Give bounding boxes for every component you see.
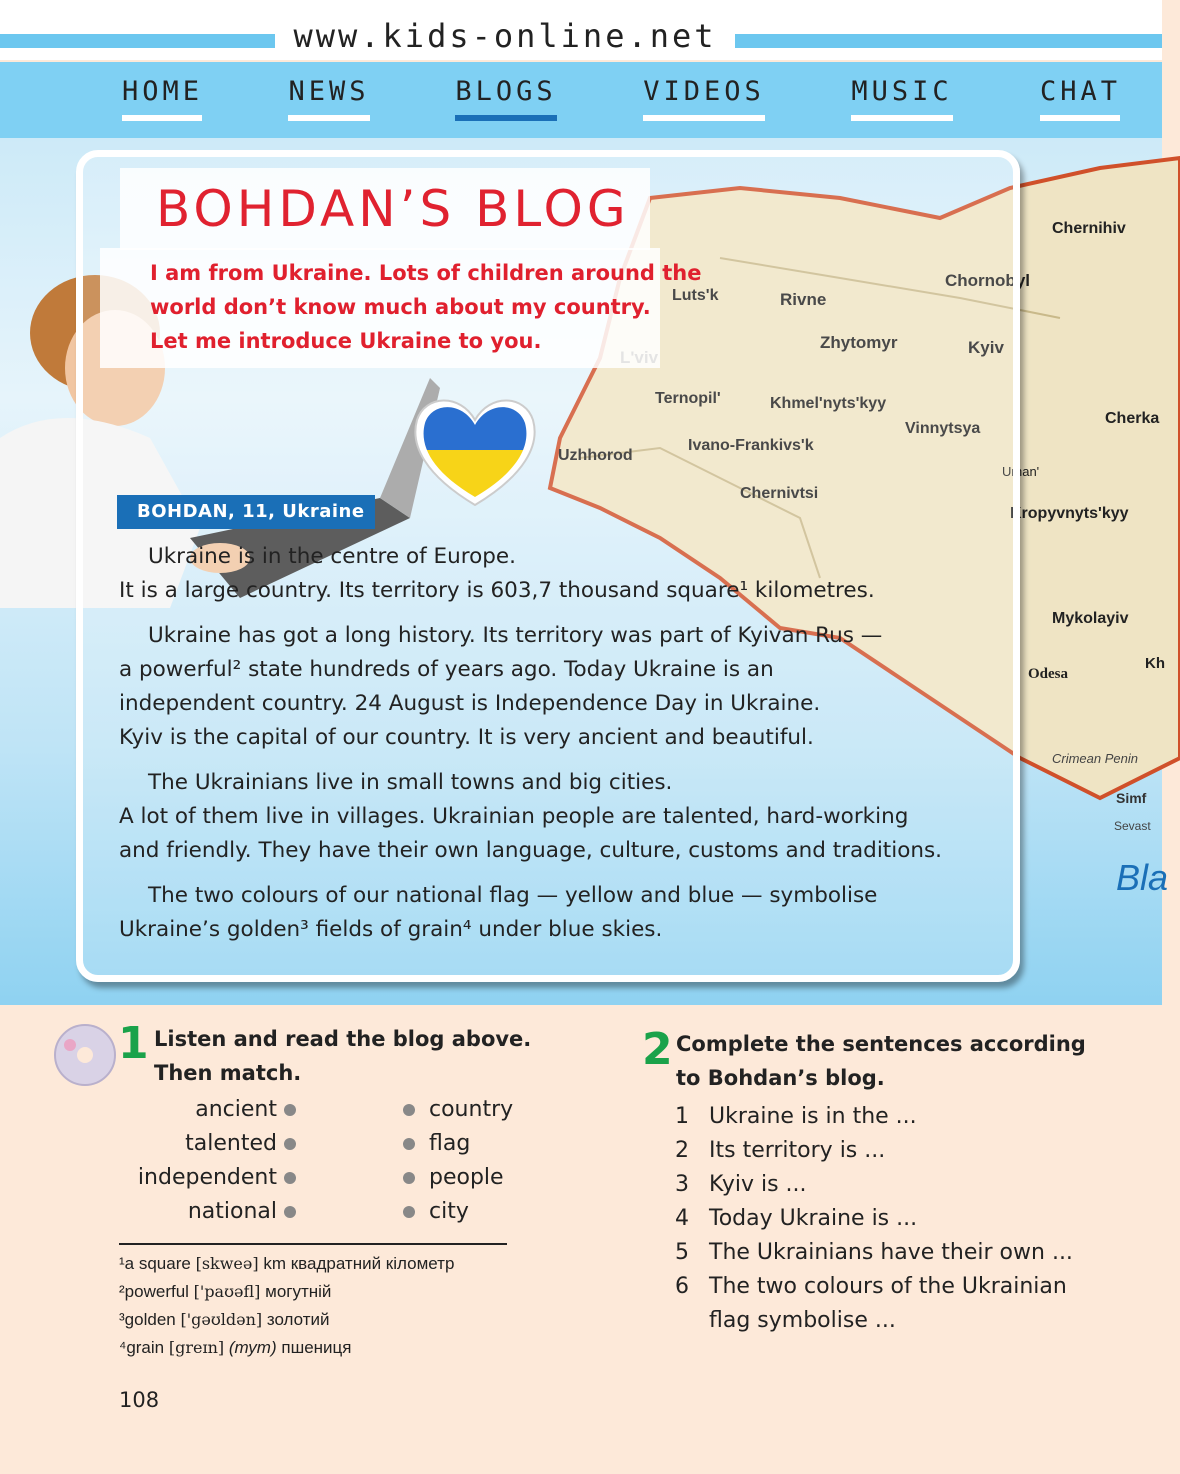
- map-label: Odesa: [1028, 666, 1069, 682]
- map-label: Uman': [1002, 464, 1040, 479]
- match-dot[interactable]: [284, 1138, 296, 1150]
- footnote-divider: [119, 1243, 507, 1245]
- footnote-mark: ¹: [119, 1254, 125, 1273]
- intro-line: I am from Ukraine. Lots of children around the: [150, 261, 702, 285]
- page-number: 108: [119, 1388, 160, 1412]
- footnote-word: a square: [124, 1254, 191, 1273]
- list-item: [675, 1168, 1073, 1202]
- footnote-mark: ²: [119, 1282, 125, 1301]
- match-left-item[interactable]: [96, 1127, 296, 1161]
- match-word: ancient: [195, 1097, 277, 1122]
- footnote-mark: ⁴: [119, 1338, 127, 1357]
- nav-home[interactable]: [122, 76, 202, 121]
- nav-news-label: NEWS: [288, 76, 370, 107]
- exercise-1-title-line: Then match.: [154, 1061, 302, 1085]
- item-text: The Ukrainians have their own ...: [709, 1240, 1073, 1265]
- author-badge-label: BOHDAN, 11, Ukraine: [137, 501, 365, 522]
- exercise-2-title: [676, 1027, 1086, 1095]
- match-left-item[interactable]: [96, 1161, 296, 1195]
- body-line: and friendly. They have their own language, culture, customs and traditions.: [119, 838, 943, 863]
- map-label: Mykolayiv: [1052, 610, 1129, 627]
- url-bar: [0, 0, 1162, 60]
- footnote-translation: могутній: [265, 1282, 332, 1301]
- body-line: independent country. 24 August is Independence Day in Ukraine.: [119, 691, 821, 716]
- footnote-transcription: [skweə]: [195, 1254, 259, 1273]
- item-number: 5: [675, 1240, 689, 1265]
- exercise-2-list: [675, 1100, 1073, 1338]
- footnote: [119, 1250, 454, 1278]
- blog-body: [119, 540, 999, 958]
- match-dot[interactable]: [284, 1104, 296, 1116]
- intro-line: world don’t know much about my country.: [150, 295, 651, 319]
- map-labels-bottom: [1110, 778, 1170, 918]
- map-label: Ternopil': [655, 390, 721, 407]
- match-right-column: [403, 1093, 513, 1229]
- map-label: Zhytomyr: [820, 333, 898, 352]
- blog-paragraph: [119, 766, 999, 868]
- footnote-transcription: ['gəʊldən]: [180, 1310, 263, 1329]
- exercise-1-title: [154, 1022, 531, 1090]
- map-label: Chernivtsi: [740, 485, 819, 502]
- nav-chat-label: CHAT: [1040, 76, 1122, 107]
- item-number: 2: [675, 1138, 689, 1163]
- match-dot[interactable]: [284, 1206, 296, 1218]
- list-item: [675, 1100, 1073, 1134]
- map-label: Kh: [1145, 655, 1165, 672]
- map-label: Kropyvnyts'kyy: [1010, 505, 1129, 522]
- match-right-item[interactable]: [403, 1127, 513, 1161]
- exercise-1-title-line: Listen and read the blog above.: [154, 1027, 532, 1051]
- match-left-item[interactable]: [96, 1195, 296, 1229]
- footnote-word: powerful: [124, 1282, 189, 1301]
- match-dot[interactable]: [284, 1172, 296, 1184]
- map-label: Khmel'nyts'kyy: [770, 395, 887, 412]
- blog-paragraph: [119, 540, 999, 608]
- match-left-column: [96, 1093, 296, 1229]
- body-line: The two colours of our national flag — yellow and blue — symbolise: [148, 883, 878, 908]
- item-number: 4: [675, 1206, 689, 1231]
- item-text: Its territory is ...: [709, 1138, 886, 1163]
- nav-music[interactable]: [851, 76, 953, 121]
- item-text: The two colours of the Ukrainian: [709, 1274, 1067, 1299]
- map-label: Crimean Penin: [1052, 751, 1138, 766]
- blog-intro: [150, 256, 701, 358]
- match-right-item[interactable]: [403, 1161, 513, 1195]
- item-number: 6: [675, 1274, 689, 1299]
- body-line: It is a large country. Its territory is 603,7 thousand square¹ kilometres.: [119, 578, 875, 603]
- body-line: The Ukrainians live in small towns and big cities.: [148, 770, 673, 795]
- footnote: [119, 1334, 454, 1362]
- match-right-item[interactable]: [403, 1093, 513, 1127]
- nav-videos[interactable]: [643, 76, 765, 121]
- exercise-2-title-line: Complete the sentences according: [676, 1032, 1086, 1056]
- item-text: Today Ukraine is ...: [709, 1206, 918, 1231]
- match-word: national: [187, 1199, 277, 1224]
- item-number: 3: [675, 1172, 689, 1197]
- match-word: flag: [429, 1131, 471, 1156]
- url-line-right: [735, 34, 1162, 48]
- match-dot[interactable]: [403, 1206, 415, 1218]
- list-item: [675, 1236, 1073, 1270]
- nav-blogs-label: BLOGS: [455, 76, 557, 107]
- list-item: [675, 1134, 1073, 1168]
- footnote-word: grain: [126, 1338, 165, 1357]
- map-label: Cherka: [1105, 410, 1160, 427]
- exercise-2-number: 2: [642, 1024, 673, 1075]
- footnote-mark: ³: [119, 1310, 125, 1329]
- nav-news[interactable]: [288, 76, 370, 121]
- nav-blogs[interactable]: [455, 76, 557, 121]
- blog-paragraph: [119, 879, 999, 947]
- nav-home-label: HOME: [122, 76, 204, 107]
- footnote-word: golden: [124, 1310, 176, 1329]
- body-line: Ukraine’s golden³ fields of grain⁴ under blue skies.: [119, 917, 663, 942]
- item-text: flag symbolise ...: [709, 1308, 896, 1333]
- match-word: country: [429, 1097, 514, 1122]
- nav-chat[interactable]: [1040, 76, 1120, 121]
- body-line: a powerful² state hundreds of years ago. Today Ukraine is an: [119, 657, 774, 682]
- map-label: Rivne: [780, 290, 827, 309]
- list-item: [675, 1202, 1073, 1236]
- match-word: talented: [185, 1131, 277, 1156]
- match-left-item[interactable]: [96, 1093, 296, 1127]
- ukraine-flag-heart-icon: [405, 385, 545, 515]
- footnote-transcription: ['paʊəfl]: [193, 1282, 261, 1301]
- match-dot[interactable]: [403, 1172, 415, 1184]
- body-line: Ukraine is in the centre of Europe.: [148, 544, 516, 569]
- map-label: Uzhhorod: [558, 447, 633, 464]
- map-label: Simf: [1116, 790, 1147, 806]
- body-line: A lot of them live in villages. Ukrainian people are talented, hard-working: [119, 804, 909, 829]
- match-dot[interactable]: [403, 1104, 415, 1116]
- footnote: [119, 1278, 454, 1306]
- map-label: Luts'k: [672, 287, 719, 304]
- body-line: Ukraine has got a long history. Its territory was part of Kyivan Rus —: [148, 623, 883, 648]
- map-label: Sevast: [1114, 819, 1151, 833]
- map-label: Chernihiv: [1052, 220, 1126, 237]
- item-text: Kyiv is ...: [709, 1172, 807, 1197]
- url-line-left: [0, 34, 275, 48]
- footnote-note: (тут): [228, 1338, 277, 1357]
- map-label: Vinnytsya: [905, 420, 981, 437]
- map-label: Ivano-Frankivs'k: [688, 437, 814, 454]
- exercise-2-title-line: to Bohdan’s blog.: [676, 1066, 885, 1090]
- item-text: Ukraine is in the ...: [709, 1104, 917, 1129]
- blog-title: BOHDAN’S BLOG: [156, 180, 630, 238]
- match-dot[interactable]: [403, 1138, 415, 1150]
- audio-cd-icon: [40, 1015, 130, 1105]
- author-badge: [117, 495, 375, 529]
- top-nav: [0, 62, 1162, 138]
- exercise-1-number: 1: [118, 1018, 149, 1069]
- nav-music-label: MUSIC: [851, 76, 953, 107]
- match-word: independent: [137, 1165, 277, 1190]
- item-number: [675, 1304, 709, 1338]
- list-item: [675, 1304, 1073, 1338]
- match-right-item[interactable]: [403, 1195, 513, 1229]
- blog-paragraph: [119, 619, 999, 755]
- footnote-translation: пшениця: [281, 1338, 352, 1357]
- footnotes: [119, 1250, 454, 1362]
- footnote-translation: золотий: [266, 1310, 330, 1329]
- match-word: people: [429, 1165, 504, 1190]
- footnote: [119, 1306, 454, 1334]
- intro-line: Let me introduce Ukraine to you.: [150, 329, 542, 353]
- footnote-transcription: [greɪn]: [168, 1338, 225, 1357]
- list-item: [675, 1270, 1073, 1304]
- map-label: Bla: [1116, 857, 1169, 898]
- nav-videos-label: VIDEOS: [643, 76, 765, 107]
- item-number: 1: [675, 1104, 689, 1129]
- site-url[interactable]: www.kids-online.net: [280, 12, 730, 60]
- blog-title-box: [120, 168, 650, 250]
- body-line: Kyiv is the capital of our country. It is very ancient and beautiful.: [119, 725, 814, 750]
- map-label: Chornobyl: [945, 271, 1030, 290]
- map-label: Kyiv: [968, 338, 1004, 357]
- footnote-translation: km квадратний кілометр: [263, 1254, 455, 1273]
- match-word: city: [429, 1199, 469, 1224]
